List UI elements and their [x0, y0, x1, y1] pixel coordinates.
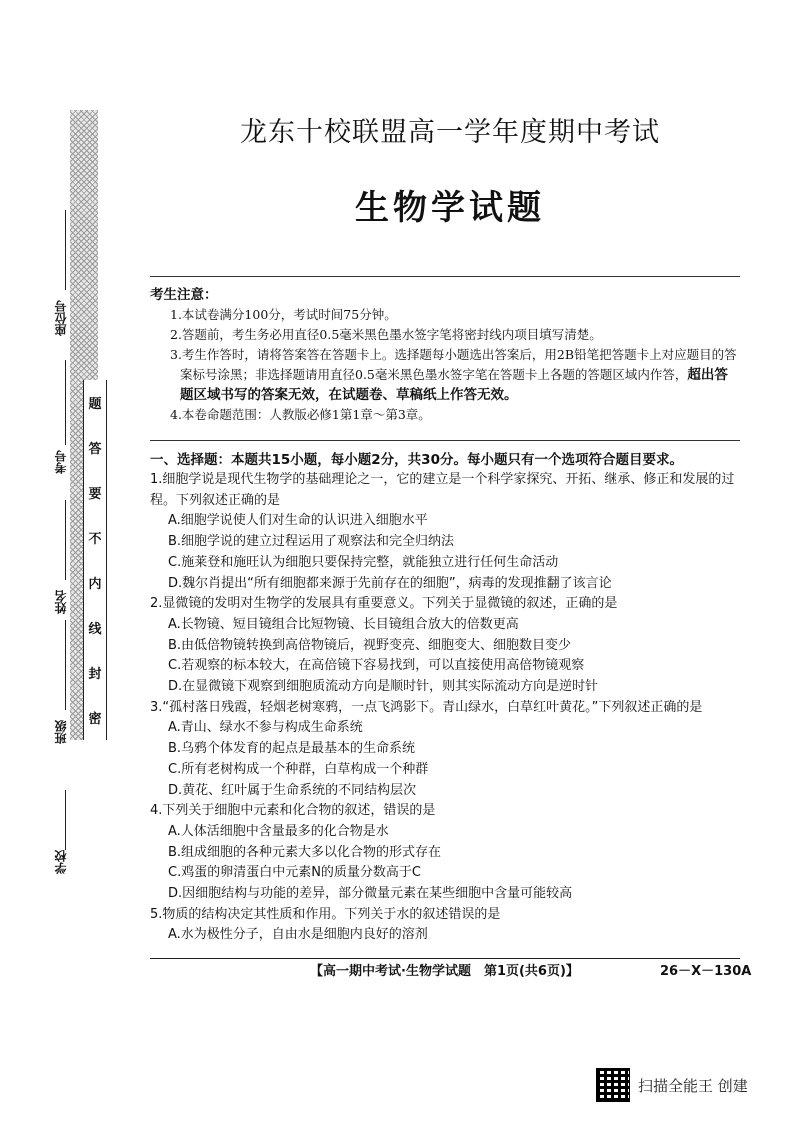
- school-label: 学校: [54, 850, 68, 874]
- scanner-watermark: [596, 1068, 748, 1102]
- question: [150, 470, 745, 594]
- question: [150, 594, 745, 698]
- name-line[interactable]: [65, 500, 66, 580]
- page-footer: 【高一期中考试·生物学试题 第1页(共6页)】: [310, 964, 579, 979]
- option: D.魏尔肖提出“所有细胞都来源于先前存在的细胞”，病毒的发现推翻了该言论: [168, 575, 612, 591]
- name-label: 姓名: [54, 590, 68, 614]
- option: A.青山、绿水不参与构成生命系统: [168, 720, 363, 736]
- option: C.鸡蛋的卵清蛋白中元素N的质量分数高于C: [168, 865, 422, 881]
- question-list: [150, 470, 745, 946]
- subject-title: 生物学试题: [355, 188, 545, 228]
- notice-item: 2.答题前，考生务必用直径0.5毫米黑色墨水签字笔将密封线内项目填写清楚。: [170, 327, 602, 342]
- option: C.施莱登和施旺认为细胞只要保持完整，就能独立进行任何生命活动: [168, 554, 559, 570]
- class-line[interactable]: [65, 620, 66, 710]
- option: A.细胞学说使人们对生命的认识进入细胞水平: [168, 513, 428, 529]
- option: C.若观察的标本较大，在高倍镜下容易找到，可以直接使用高倍物镜观察: [168, 658, 585, 674]
- option: B.组成细胞的各种元素大多以化合物的形式存在: [168, 844, 442, 860]
- seal-char: 题: [88, 397, 102, 412]
- question: [150, 801, 745, 905]
- notice-item: 4.本卷命题范围：人教版必修1第1章～第3章。: [170, 407, 431, 422]
- exam-number-line[interactable]: [65, 360, 66, 445]
- question: [150, 905, 745, 946]
- header-rule: [150, 276, 740, 277]
- option: D.在显微镜下观察到细胞质流动方向是顺时针，则其实际流动方向是逆时针: [168, 679, 599, 695]
- notice-item: 1.本试卷满分100分，考试时间75分钟。: [170, 307, 397, 322]
- option: B.乌鸦个体发育的起点是最基本的生命系统: [168, 741, 416, 757]
- option: A.人体活细胞中含量最多的化合物是水: [168, 823, 389, 839]
- seal-line: [83, 380, 107, 740]
- question-stem: 2.显微镜的发明对生物学的发展具有重要意义。下列关于显微镜的叙述，正确的是: [150, 596, 618, 612]
- school-line[interactable]: [65, 790, 66, 850]
- option: D.因细胞结构与功能的差异，部分微量元素在某些细胞中含量可能较高: [168, 886, 573, 902]
- option: C.所有老树构成一个种群，白草构成一个种群: [168, 761, 429, 777]
- seal-char: 线: [88, 622, 102, 637]
- option: B.由低倍物镜转换到高倍物镜后，视野变亮、细胞变大、细胞数目变少: [168, 637, 572, 653]
- option: A.长物镜、短目镜组合比短物镜、长目镜组合放大的倍数更高: [168, 616, 519, 632]
- class-label: 班级: [54, 720, 68, 744]
- notice-rule: [150, 440, 740, 441]
- scanner-label: 扫描全能王 创建: [638, 1076, 748, 1095]
- question: [150, 698, 745, 802]
- notice-item-text: 3.考生作答时，请将答案答在答题卡上。选择题每小题选出答案后，用2B铅笔把答题卡上对应题目的答案标号涂黑；非选择题请用直径0.5毫米黑色墨水签字笔在答题卡上各题的答题区域内作答，: [170, 347, 737, 382]
- notice-highlight: 超出答题区域书写的答案无效，在试题卷、草稿纸上作答无效。: [180, 367, 728, 403]
- exam-title: 龙东十校联盟高一学年度期中考试: [240, 117, 660, 148]
- qr-code-icon: [596, 1068, 630, 1102]
- seat-number-line[interactable]: [65, 210, 66, 290]
- exam-number-label: 考号: [54, 450, 68, 474]
- seal-char: 要: [88, 487, 102, 502]
- paper-code: 26－X－130A: [660, 964, 752, 979]
- seal-char: 内: [88, 577, 102, 592]
- notice-title: 考生注意：: [150, 287, 218, 303]
- question-stem: 5.物质的结构决定其性质和作用。下列关于水的叙述错误的是: [150, 906, 501, 922]
- seal-char: 封: [88, 667, 102, 682]
- seat-number-label: 座位号: [54, 300, 68, 336]
- seal-char: 密: [88, 712, 102, 727]
- seal-char: 答: [88, 442, 102, 457]
- question-stem: 3.“孤村落日残霞，轻烟老树寒鸦，一点飞鸿影下。青山绿水，白草红叶黄花。”下列叙述正确的是: [150, 699, 703, 715]
- question-stem: 4.下列关于细胞中元素和化合物的叙述，错误的是: [150, 803, 436, 819]
- footer-rule: [150, 958, 740, 959]
- option: B.细胞学说的建立过程运用了观察法和完全归纳法: [168, 534, 455, 550]
- option: A.水为极性分子，自由水是细胞内良好的溶剂: [168, 927, 428, 943]
- seal-char: 不: [88, 532, 102, 547]
- question-stem: 1.细胞学说是现代生物学的基础理论之一，它的建立是一个科学家探究、开拓、继承、修正和发展的过程。下列叙述正确的是: [150, 472, 735, 508]
- notice-item: [150, 345, 740, 405]
- section-heading: 一、选择题：本题共15小题，每小题2分，共30分。每小题只有一个选项符合题目要求。: [150, 452, 683, 468]
- option: D.黄花、红叶属于生命系统的不同结构层次: [168, 782, 417, 798]
- notice-block: [150, 285, 740, 425]
